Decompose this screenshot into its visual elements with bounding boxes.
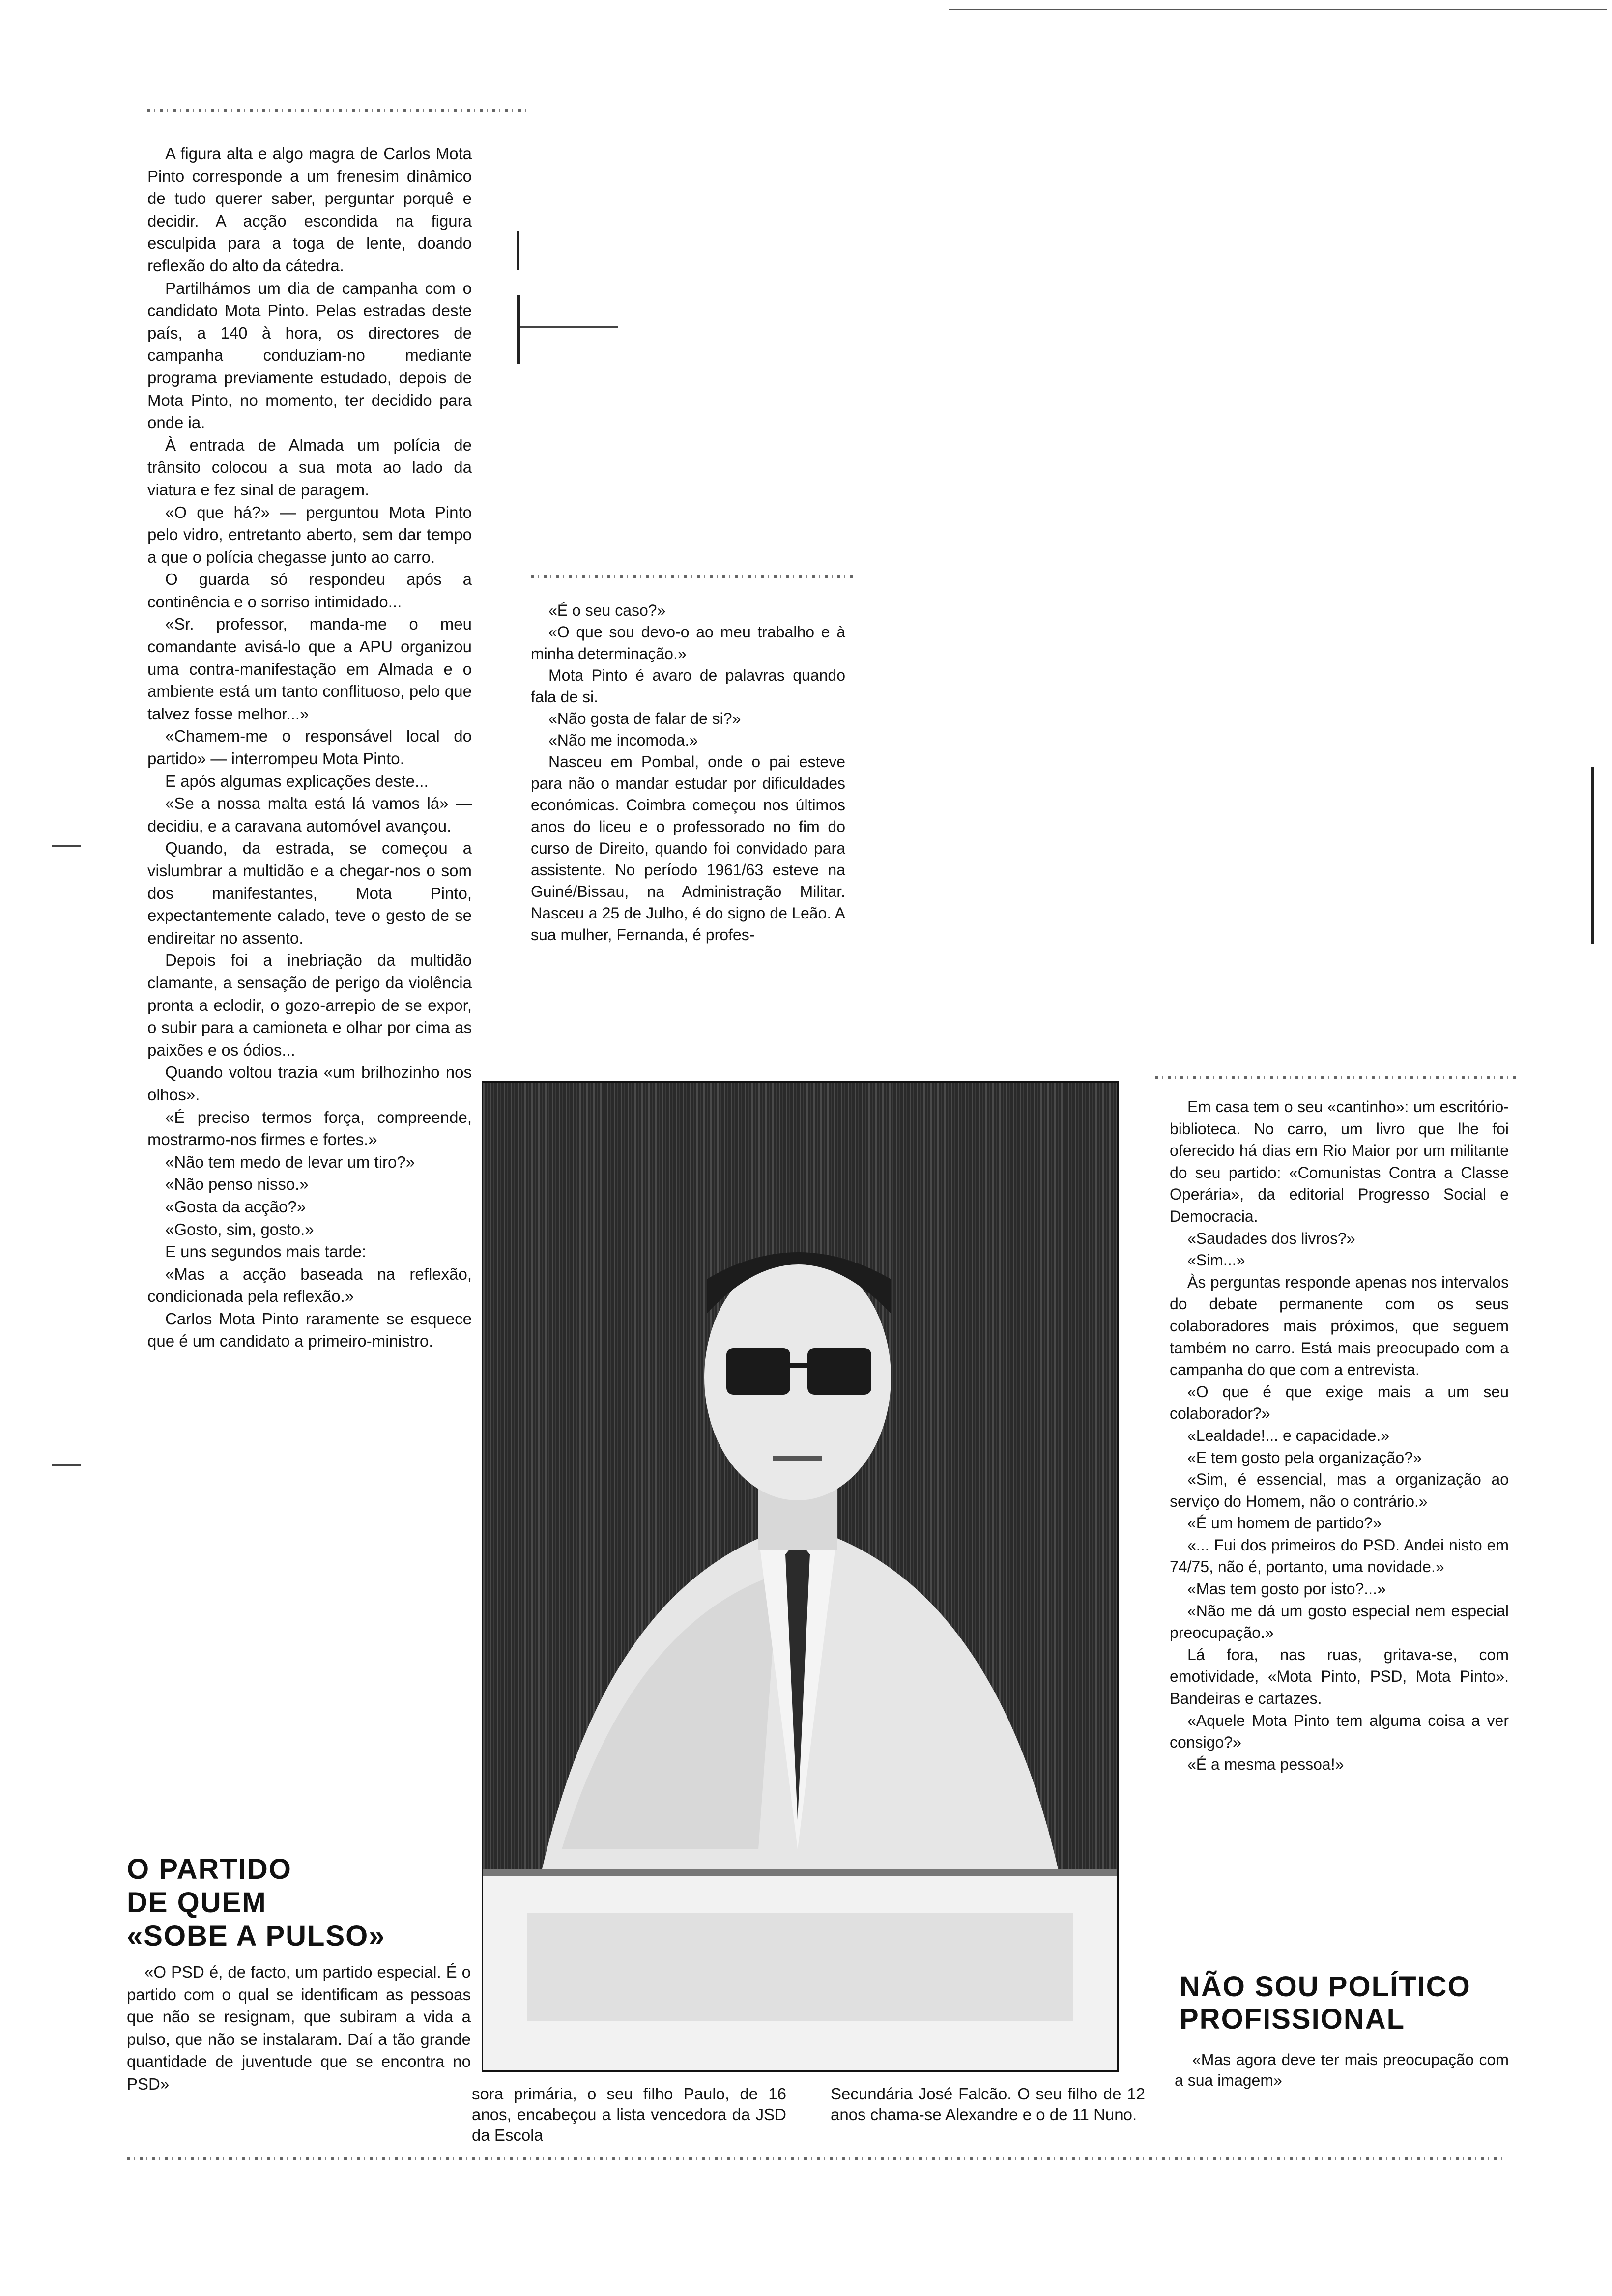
- margin-line: [520, 326, 618, 328]
- article-column-3: [1170, 1096, 1509, 1775]
- article-column-1: [147, 143, 472, 1352]
- column-top-speckle: [147, 109, 531, 112]
- article-paragraph: «É preciso termos força, compreende, mostrarmo-nos firmes e fortes.»: [147, 1108, 472, 1149]
- margin-bracket: [517, 295, 520, 364]
- article-paragraph: «Chamem-me o responsável local do partido» — interrompeu Mota Pinto.: [147, 727, 472, 768]
- article-paragraph: «Saudades dos livros?»: [1187, 1229, 1355, 1247]
- caption-right: Secundária José Falcão. O seu filho de 12 anos chama-se Alexandre e o de 11 Nuno.: [831, 2085, 1145, 2124]
- article-paragraph: Carlos Mota Pinto raramente se esquece que é um candidato a primeiro-ministro.: [147, 1309, 472, 1350]
- article-paragraph: Quando voltou trazia «um brilhozinho nos olhos».: [147, 1063, 472, 1104]
- article-paragraph: «Sr. professor, manda-me o meu comandante avisá-lo que a APU organizou uma contra-manifestação em Almada e o ambiente está um tanto conflituoso, pelo que talvez fosse melhor...»: [147, 615, 472, 723]
- portrait-photo: [482, 1081, 1119, 2072]
- margin-bracket: [517, 231, 519, 270]
- article-paragraph: E após algumas explicações deste...: [165, 772, 429, 790]
- article-paragraph: «Mas a acção baseada na reflexão, condicionada pela reflexão.»: [147, 1264, 472, 1306]
- column-3-top-speckle: [1155, 1076, 1519, 1079]
- article-paragraph: «Aquele Mota Pinto tem alguma coisa a ver consigo?»: [1170, 1711, 1509, 1751]
- bottom-speckle: [127, 2157, 1503, 2160]
- article-column-2: [531, 600, 845, 946]
- article-paragraph: «Se a nossa malta está lá vamos lá» — decidiu, e a caravana automóvel avançou.: [147, 794, 472, 835]
- margin-bracket: [1591, 767, 1594, 944]
- article-paragraph: «Mas agora deve ter mais preocupação com a sua imagem»: [1175, 2051, 1509, 2089]
- article-paragraph: Quando, da estrada, se começou a vislumbrar a multidão e a chegar-nos o som dos manifestantes, Mota Pinto, expectantemente calado, teve o gesto de se endireitar no assento.: [147, 839, 472, 947]
- article-paragraph: E uns segundos mais tarde:: [165, 1242, 367, 1261]
- section-heading-partido: [127, 1853, 386, 1953]
- margin-mark: [52, 1464, 81, 1466]
- article-paragraph: Depois foi a inebriação da multidão clamante, a sensação de perigo da violência pronta a eclodir, o gozo-arrepio de se expor, o subir para a camioneta e olhar por cima as paixões e os ódios...: [147, 951, 472, 1059]
- heading-line: NÃO SOU POLÍTICO: [1180, 1971, 1471, 2003]
- article-paragraph: «É o seu caso?»: [548, 602, 666, 619]
- article-paragraph: «Não penso nisso.»: [165, 1175, 309, 1194]
- article-column-1-continuation: [127, 1961, 471, 2095]
- article-paragraph: «... Fui dos primeiros do PSD. Andei nisto em 74/75, não é, portanto, uma novidade.»: [1170, 1536, 1509, 1576]
- article-paragraph: «Não tem medo de levar um tiro?»: [165, 1152, 415, 1171]
- article-paragraph: Partilhámos um dia de campanha com o candidato Mota Pinto. Pelas estradas deste país, a 140 à hora, os directores de campanha conduziam-no mediante programa previamente estudado, depois de Mota Pinto, no momento, ter decidido para onde ia.: [147, 279, 472, 432]
- article-paragraph: «O que sou devo-o ao meu trabalho e à minha determinação.»: [531, 623, 845, 662]
- article-paragraph: «Mas tem gosto por isto?...»: [1187, 1580, 1386, 1598]
- article-paragraph: «Não me dá um gosto especial nem especial preocupação.»: [1170, 1602, 1509, 1642]
- article-paragraph: «O PSD é, de facto, um partido especial. É o partido com o qual se identificam as pessoas que não se resignam, que subiram a vida a pulso, que não se instalaram. Daí a tão grande quantidade de juventude que se encontra no PSD»: [127, 1963, 471, 2093]
- heading-line: PROFISSIONAL: [1180, 2003, 1406, 2035]
- article-paragraph: «Sim, é essencial, mas a organização ao serviço do Homem, não o contrário.»: [1170, 1470, 1509, 1510]
- article-paragraph: À entrada de Almada um polícia de trânsito colocou a sua mota ao lado da viatura e fez sinal de paragem.: [147, 435, 472, 499]
- column-2-top-speckle: [531, 575, 855, 578]
- article-paragraph: A figura alta e algo magra de Carlos Mota Pinto corresponde a um frenesim dinâmico de tudo querer saber, perguntar porquê e decidir. A acção escondida na figura esculpida para a toga de lente, doando reflexão do alto da cátedra.: [147, 144, 472, 275]
- page-top-rule: [949, 9, 1607, 10]
- section-heading-politico: [1180, 1971, 1471, 2036]
- article-paragraph: «E tem gosto pela organização?»: [1187, 1448, 1422, 1466]
- article-paragraph: «Sim...»: [1187, 1251, 1245, 1269]
- article-paragraph: Em casa tem o seu «cantinho»: um escritório-biblioteca. No carro, um livro que lhe foi oferecido há dias em Rio Maior por um militante do seu partido: «Comunistas Contra a Classe Operária», da editorial Progresso Social e Democracia.: [1170, 1098, 1509, 1225]
- article-paragraph: «É um homem de partido?»: [1187, 1514, 1382, 1532]
- article-paragraph: Às perguntas responde apenas nos intervalos do debate permanente com os seus colaboradores mais próximos, que seguem também no carro. Está mais preocupado com a campanha do que com a entrevista.: [1170, 1273, 1509, 1379]
- heading-line: «SOBE A PULSO»: [127, 1920, 386, 1952]
- heading-line: DE QUEM: [127, 1887, 267, 1919]
- article-paragraph: «Gosto, sim, gosto.»: [165, 1220, 314, 1238]
- article-paragraph: «O que há?» — perguntou Mota Pinto pelo vidro, entretanto aberto, sem dar tempo a que o polícia chegasse junto ao carro.: [147, 503, 472, 566]
- portrait-photo-icon: [483, 1083, 1117, 2070]
- article-paragraph: «O que é que exige mais a um seu colaborador?»: [1170, 1382, 1509, 1423]
- article-paragraph: O guarda só respondeu após a continência e o sorriso intimidado...: [147, 570, 472, 611]
- article-paragraph: «Lealdade!... e capacidade.»: [1187, 1426, 1389, 1444]
- caption-left: sora primária, o seu filho Paulo, de 16 anos, encabeçou a lista vencedora da JSD da Escola: [472, 2085, 786, 2144]
- article-paragraph: Lá fora, nas ruas, gritava-se, com emotividade, «Mota Pinto, PSD, Mota Pinto». Bandeiras e cartazes.: [1170, 1645, 1509, 1708]
- article-paragraph: «Gosta da acção?»: [165, 1197, 306, 1216]
- article-paragraph: «Não gosta de falar de si?»: [548, 710, 741, 727]
- article-paragraph: «Não me incomoda.»: [548, 731, 698, 749]
- article-paragraph: Nasceu em Pombal, onde o pai esteve para não o mandar estudar por dificuldades económicas. Coimbra começou nos últimos anos do liceu e o professorado no fim do curso de Direito, quando foi convidado para assistente. No período 1961/63 esteve na Guiné/Bissau, na Administração Militar. Nasceu a 25 de Julho, é do signo de Leão. A sua mulher, Fernanda, é profes-: [531, 753, 845, 944]
- margin-mark: [52, 845, 81, 847]
- article-column-3-continuation: [1175, 2049, 1509, 2091]
- article-paragraph: «É a mesma pessoa!»: [1187, 1755, 1344, 1773]
- heading-line: O PARTIDO: [127, 1853, 292, 1885]
- article-paragraph: Mota Pinto é avaro de palavras quando fala de si.: [531, 666, 845, 706]
